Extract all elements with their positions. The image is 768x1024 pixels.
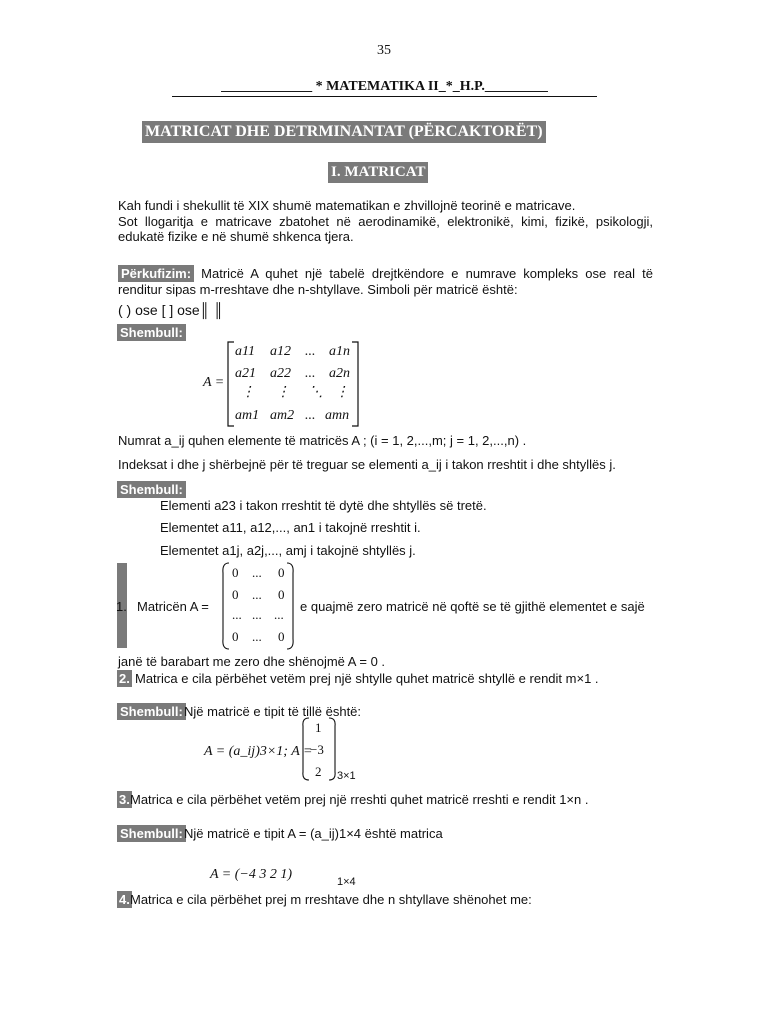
example2-line-3: Elementet a1j, a2j,..., amj i takojnë shtyllës j.: [160, 543, 416, 558]
item-4-number: 4.: [119, 892, 130, 907]
right-paren-icon: [328, 718, 336, 780]
example3-formula: A = (a_ij)3×1; A =: [204, 744, 313, 759]
matrix-cell: ⋮: [335, 385, 349, 400]
left-bracket-icon: [227, 342, 235, 426]
chapter-title: MATRICAT DHE DETRMINANTAT (PËRCAKTORËT): [142, 121, 546, 143]
zero-cell: 0: [278, 565, 285, 580]
elements-definition-line: Numrat a_ij quhen elemente të matricës A ; (i = 1, 2,...,m; j = 1, 2,...,n) .: [118, 433, 527, 448]
example2-line-1: Elementi a23 i takon rreshtit të dytë dhe shtyllës së tretë.: [160, 498, 487, 513]
zero-cell: 0: [278, 587, 285, 602]
left-paren-icon: [222, 563, 230, 649]
zero-cell: 0: [278, 629, 285, 644]
page-header: [172, 79, 597, 97]
example-label-2: Shembull:: [117, 481, 186, 498]
matrix-cell: a11: [235, 344, 255, 359]
matrix-cell: a21: [235, 366, 256, 381]
matrix-cell: am1: [235, 408, 260, 423]
zero-cell: ...: [252, 587, 262, 602]
item-1-continuation: janë të barabart me zero dhe shënojmë A = 0 .: [118, 654, 386, 669]
definition-text: Matricë A quhet një tabelë drejtkëndore e numrave kompleks ose real të renditur sipas m-rreshtave dhe n-shtyllave. Simboli për matricë është:: [118, 266, 653, 297]
zero-cell: ...: [232, 607, 242, 622]
item-3-number: 3.: [119, 792, 130, 807]
indices-line: Indeksat i dhe j shërbejnë për të treguar se elementi a_ij i takon rreshtit i dhe shtyllës j.: [118, 457, 616, 472]
intro-line-1: Kah fundi i shekullit të XIX shumë matematikan e zhvillojnë teorinë e matricave.: [118, 198, 576, 213]
matrix-cell: ⋮: [241, 385, 255, 400]
matrix-cell: ...: [305, 344, 316, 359]
right-paren-icon: [286, 563, 294, 649]
item-4-text: Matrica e cila përbëhet prej m rreshtave dhe n shtyllave shënohet me:: [130, 892, 532, 907]
zero-cell: 0: [232, 565, 239, 580]
matrix-symbols: ( ) ose [ ] ose║ ║: [118, 302, 224, 318]
example2-line-2: Elementet a11, a12,..., an1 i takojnë rreshtit i.: [160, 520, 421, 535]
example4-text: Një matricë e tipit A = (a_ij)1×4 është matrica: [184, 826, 443, 841]
column-cell: −3: [310, 742, 324, 757]
column-cell: 2: [315, 764, 322, 779]
item-1-prefix: Matricën A =: [137, 599, 209, 614]
general-matrix-lhs: A =: [203, 375, 225, 390]
zero-matrix: [222, 563, 294, 649]
zero-cell: ...: [252, 607, 262, 622]
matrix-cell: ⋱: [309, 385, 323, 400]
zero-cell: ...: [252, 565, 262, 580]
matrix-cell: a2n: [329, 366, 350, 381]
matrix-cell: ...: [305, 408, 316, 423]
item-1-suffix: e quajmë zero matricë në qoftë se të gjithë elementet e sajë: [300, 599, 645, 614]
definition-paragraph: [118, 266, 653, 297]
left-paren-icon: [302, 718, 310, 780]
definition-label: Përkufizim:: [118, 265, 194, 282]
matrix-cell: ...: [305, 366, 316, 381]
item-1-number: 1.: [116, 599, 127, 614]
matrix-cell: a1n: [329, 344, 350, 359]
page-number: 35: [377, 43, 391, 58]
example-label-1: Shembull:: [117, 324, 186, 341]
item-2-number: 2.: [119, 671, 130, 686]
item-3-text: Matrica e cila përbëhet vetëm prej një rreshti quhet matricë rreshti e rendit 1×n .: [130, 792, 589, 807]
zero-cell: 0: [232, 587, 239, 602]
section-title: I. MATRICAT: [328, 162, 428, 183]
intro-line-2: Sot llogaritja e matricave zbatohet në aerodinamikë, elektronikë, kimi, fizikë, psikologji, edukatë fizike e në shumë shkenca tjera.: [118, 213, 653, 244]
column-cell: 1: [315, 720, 322, 735]
matrix-cell: a12: [270, 344, 291, 359]
example3-subscript: 3×1: [337, 770, 356, 782]
example-label-3: Shembull:: [117, 703, 186, 720]
header-text: _____________ * MATEMATIKA II_*_H.P._________: [221, 79, 548, 94]
example4-subscript: 1×4: [337, 876, 356, 888]
zero-cell: ...: [252, 629, 262, 644]
item-2-text: Matrica e cila përbëhet vetëm prej një shtylle quhet matricë shtyllë e rendit m×1 .: [135, 671, 599, 686]
example3-text: Një matricë e tipit të tillë është:: [184, 704, 362, 719]
matrix-cell: ⋮: [276, 385, 290, 400]
intro-paragraph: [118, 198, 653, 245]
zero-cell: 0: [232, 629, 239, 644]
example4-formula: A = (−4 3 2 1): [210, 867, 293, 882]
zero-cell: ...: [274, 607, 284, 622]
general-matrix: [203, 340, 373, 430]
example-label-4: Shembull:: [117, 825, 186, 842]
matrix-cell: amn: [325, 408, 350, 423]
matrix-cell: a22: [270, 366, 291, 381]
column-matrix: [302, 718, 342, 780]
matrix-cell: am2: [270, 408, 295, 423]
right-bracket-icon: [351, 342, 359, 426]
